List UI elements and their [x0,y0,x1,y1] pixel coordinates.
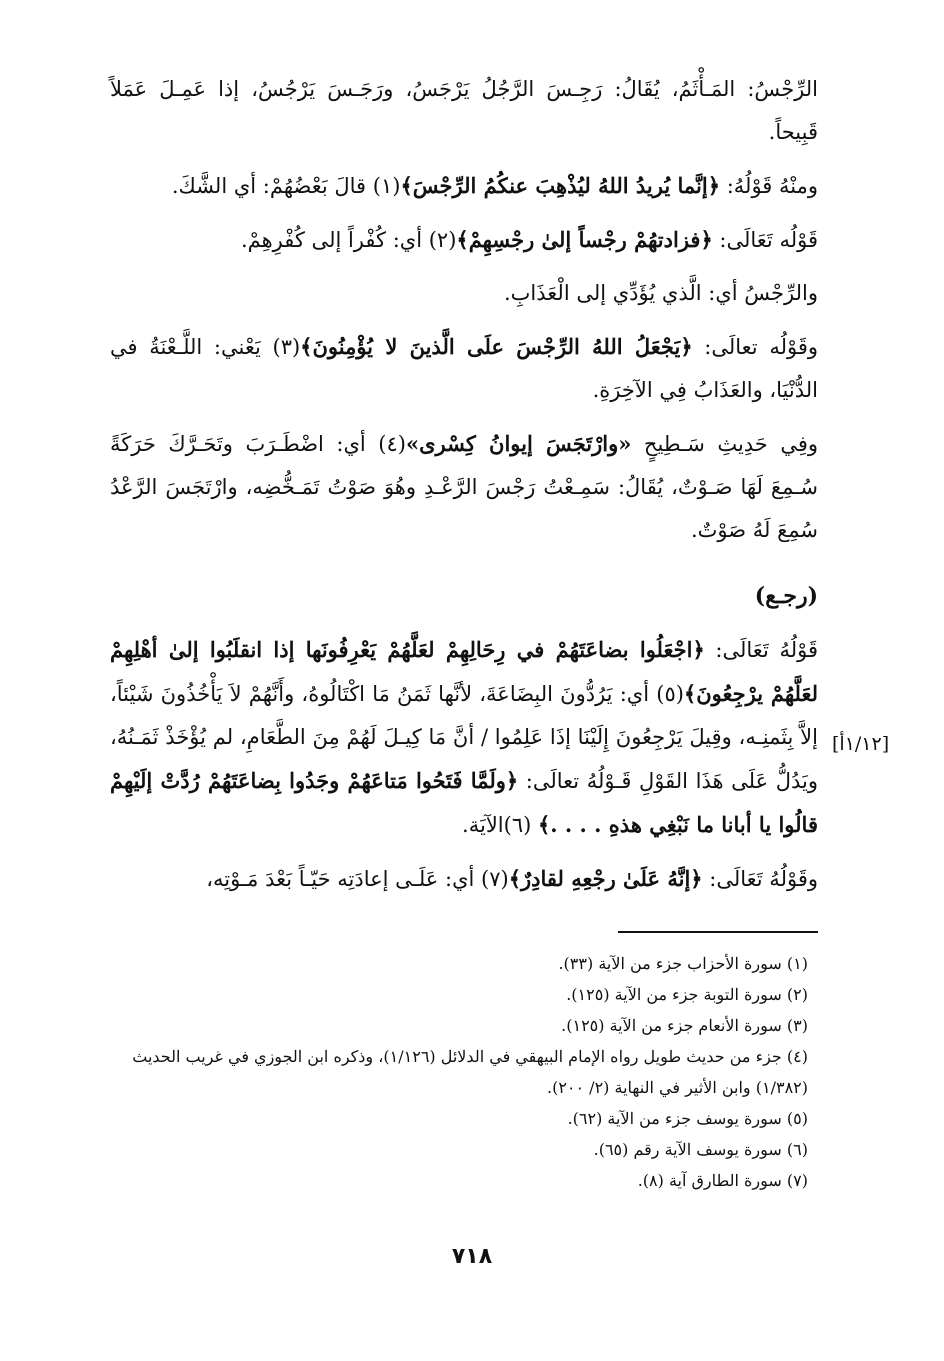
paragraph [110,325,818,412]
paragraph-text: (٤) أي: اضْطَـرَبَ وتَحَـرَّكَ حَرَكَةً سُـمِعَ لَهَا صَـوْتٌ، يُقَالُ: سَمِـعْتُ رَجْسَ الرَّعْـدِ وهُوَ صَوْتُ تَمَـخُّضِه، وارْتَجَسَ الرَّعْدُ سُمِعَ لَهُ صَوْتٌ. [110,432,818,542]
quran-quote: ﴿اجْعَلُوا بضاعَتَهُمْ في رِحَالِهِمْ لعَلَّهُمْ يَعْرِفُونَها إذا انقلَبُوا إلىٰ أهْلِهِمْ لعَلَّهُمْ يرْجِعُونَ﴾ [110,637,818,706]
footnote: (٦) سورة يوسف الآية رقم (٦٥). [593,1140,808,1159]
paragraph [110,422,818,552]
quran-quote: ﴿إنَّهُ عَلَىٰ رجْعِهِ لقادِرٌ﴾ [508,866,703,891]
paragraph-text: قَوْلُه تَعَالَى: [712,228,818,252]
footnote: (٤) جزء من حديث طويل رواه الإمام البيهقي في الدلائل (١/١٢٦)، وذكره ابن الجوزي في غريب الحديث (١/٣٨٢) وابن الأثير في النهاية (٢/ ٢٠٠). [132,1047,808,1097]
footnotes [110,948,818,1196]
paragraph-text: قَوْلُهُ تَعَالَى: [704,638,818,662]
paragraph-text: (٣) يَعْني: اللَّـعْنَةُ في الدُّنْيَا، والعَذَابُ فِي الآخِرَةِ. [110,335,818,402]
paragraph-text: وفِي حَدِيثِ سَـطِيحٍ [631,432,819,456]
paragraph-text: الرِّجْسُ: المَـأْثَمُ، يُقَالُ: رَجِـسَ الرَّجُلُ يَرْجَسُ، ورَجَـسَ يَرْجُسُ، إذا عَمِـلَ عَمَلاً قَبِيحاً. [110,77,818,144]
paragraph-text: ومنْهُ قَوْلُهُ: [720,174,818,198]
paragraph-text: (٢) أي: كُفْراً إلى كُفْرِهِمْ. [240,228,457,252]
paragraph [110,272,818,315]
footnote: (١) سورة الأحزاب جزء من الآية (٣٣). [558,954,808,973]
paragraph-text: والرِّجْسُ أي: الَّذي يُؤَدِّي إلى الْعَذَابِ. [503,281,818,305]
quran-quote: ﴿فزادتهُمْ رجْساً إلىٰ رجْسِهِمْ﴾ [456,227,713,252]
section-heading: (رجـع) [754,583,818,609]
paragraph-text: (٦)الآيَة. [462,813,538,837]
paragraph-text: وقَوْلُه تعالَى: [692,335,819,359]
paragraph-text: (٥) أي: يَرُدُّونَ البِضَاعَةَ، لأنَّها ثَمَنُ مَا اكْتَالُوهُ، وأَنَّهُمْ لاَ يَأْخُذُونَ شَيْئاً، إلاَّ بِثَمنِـه، وقِيلَ يَرْجِعُونَ إِلَيْنَا إذَا عَلِمُوا / أنَّ مَا كِيـلَ لَهُمْ مِنَ الطَّعَامِ، لم يُؤْخَذْ ثَمَـنُهُ، ويَدُلُّ عَلَى هَذَا القَوْلِ قَـوْلُهُ تعالَى: [110,682,818,793]
hadith-quote: «وارْتَجَسَ إيوانُ كِسْرى» [405,431,632,456]
paragraph-text: وقَوْلُهُ تَعَالَى: [702,867,818,891]
paragraph [110,857,818,901]
main-text-block [110,68,818,562]
quran-quote: ﴿يَجْعَلُ اللهُ الرِّجْسَ علَى الَّذينَ لا يُؤْمِنُونَ﴾ [300,334,693,359]
footnote-divider [618,931,818,933]
paragraph [110,68,818,154]
page-number: ٧١٨ [451,1244,493,1269]
quran-quote: ﴿ولَمَّا فَتَحُوا مَتاعَهُمْ وجَدُوا بِضاعَتَهُمْ رُدَّتْ إلَيْهِمْ قالُوا يا أبانا ما نَبْغِي هذهِ . . . .﴾ [110,768,818,837]
paragraph [110,628,818,847]
footnote: (٥) سورة يوسف جزء من الآية (٦٢). [567,1109,808,1128]
footnote: (٣) سورة الأنعام جزء من الآية (١٢٥). [561,1016,808,1035]
main-text-block-2 [110,628,818,911]
footnote: (٢) سورة التوبة جزء من الآية (١٢٥). [566,985,808,1004]
quran-quote: ﴿إنَّما يُريدُ اللهُ ليُذْهِبَ عنكُمُ الرِّجْسَ﴾ [400,173,721,198]
paragraph [110,164,818,208]
footnote: (٧) سورة الطارق آية (٨). [637,1171,808,1190]
manuscript-folio-note: [١/١٢أ] [832,733,890,755]
paragraph-text: (٧) أي: عَلَـى إعادَتِه حَيّـاً بَعْدَ مَـوْتِه، [206,867,509,891]
paragraph-text: (١) قالَ بَعْضُهُمْ: أي الشَّكَ. [171,174,401,198]
paragraph [110,218,818,262]
